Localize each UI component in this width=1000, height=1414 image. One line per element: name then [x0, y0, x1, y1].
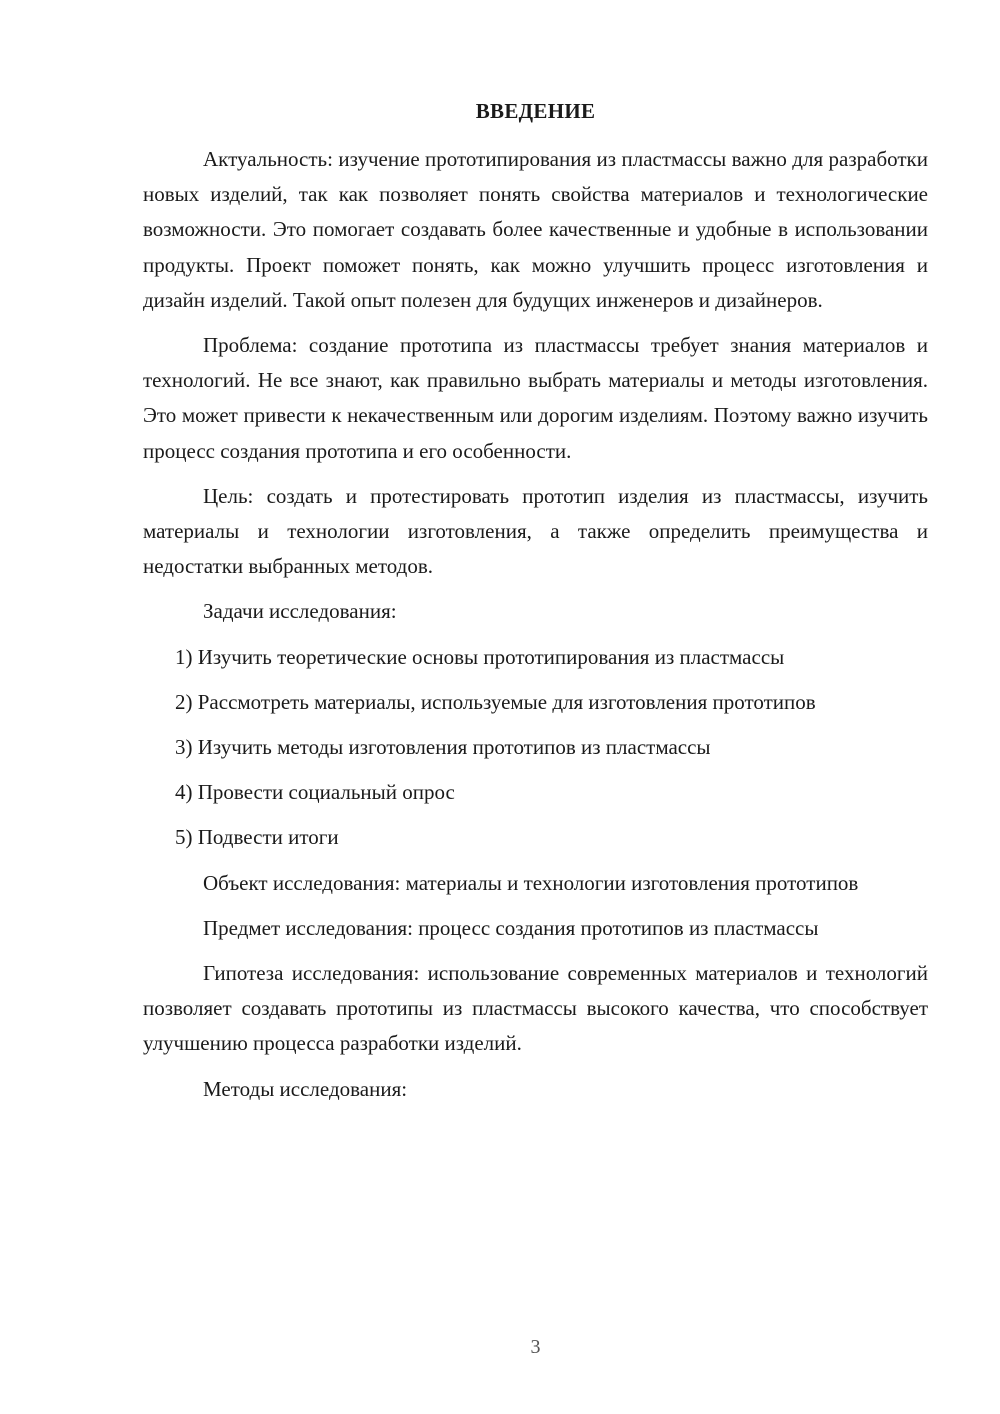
paragraph-research-object: Объект исследования: материалы и технологии изготовления прототипов	[203, 870, 859, 895]
document-page	[143, 0, 928, 1414]
paragraph-research-hypothesis: Гипотеза исследования: использование современных материалов и технологий позволяет создавать прототипы из пластмассы высокого качества, что способствует улучшению процесса разработки изделий.	[143, 961, 928, 1056]
paragraph-problem: Проблема: создание прототипа из пластмассы требует знания материалов и технологий. Не все знают, как правильно выбрать материалы и методы изготовления. Это может привести к некачественным или дорогим изделиям. Поэтому важно изучить процесс создания прототипа и его особенности.	[143, 333, 928, 463]
paragraph-research-subject: Предмет исследования: процесс создания прототипов из пластмассы	[203, 915, 819, 940]
document-body	[143, 142, 928, 1117]
paragraph-goal: Цель: создать и протестировать прототип изделия из пластмассы, изучить материалы и технологии изготовления, а также определить преимущества и недостатки выбранных методов.	[143, 483, 928, 579]
section-title: ВВЕДЕНИЕ	[475, 99, 596, 123]
task-item-3: 3) Изучить методы изготовления прототипов из пластмассы	[175, 735, 711, 760]
paragraph-tasks-heading: Задачи исследования:	[203, 599, 397, 624]
task-item-1: 1) Изучить теоретические основы прототипирования из пластмассы	[175, 644, 785, 669]
task-item-5: 5) Подвести итоги	[175, 825, 339, 850]
page-number: 3	[530, 1336, 541, 1358]
task-item-2: 2) Рассмотреть материалы, используемые для изготовления прототипов	[175, 689, 816, 714]
task-item-4: 4) Провести социальный опрос	[175, 780, 455, 805]
paragraph-research-methods: Методы исследования:	[203, 1076, 408, 1101]
paragraph-relevance: Актуальность: изучение прототипирования из пластмассы важно для разработки новых изделий, так как позволяет понять свойства материалов и технологические возможности. Это помогает создавать более качественные и удобные в использовании продукты. Проект поможет понять, как можно улучшить процесс изготовления и дизайн изделий. Такой опыт полезен для будущих инженеров и дизайнеров.	[143, 147, 928, 312]
